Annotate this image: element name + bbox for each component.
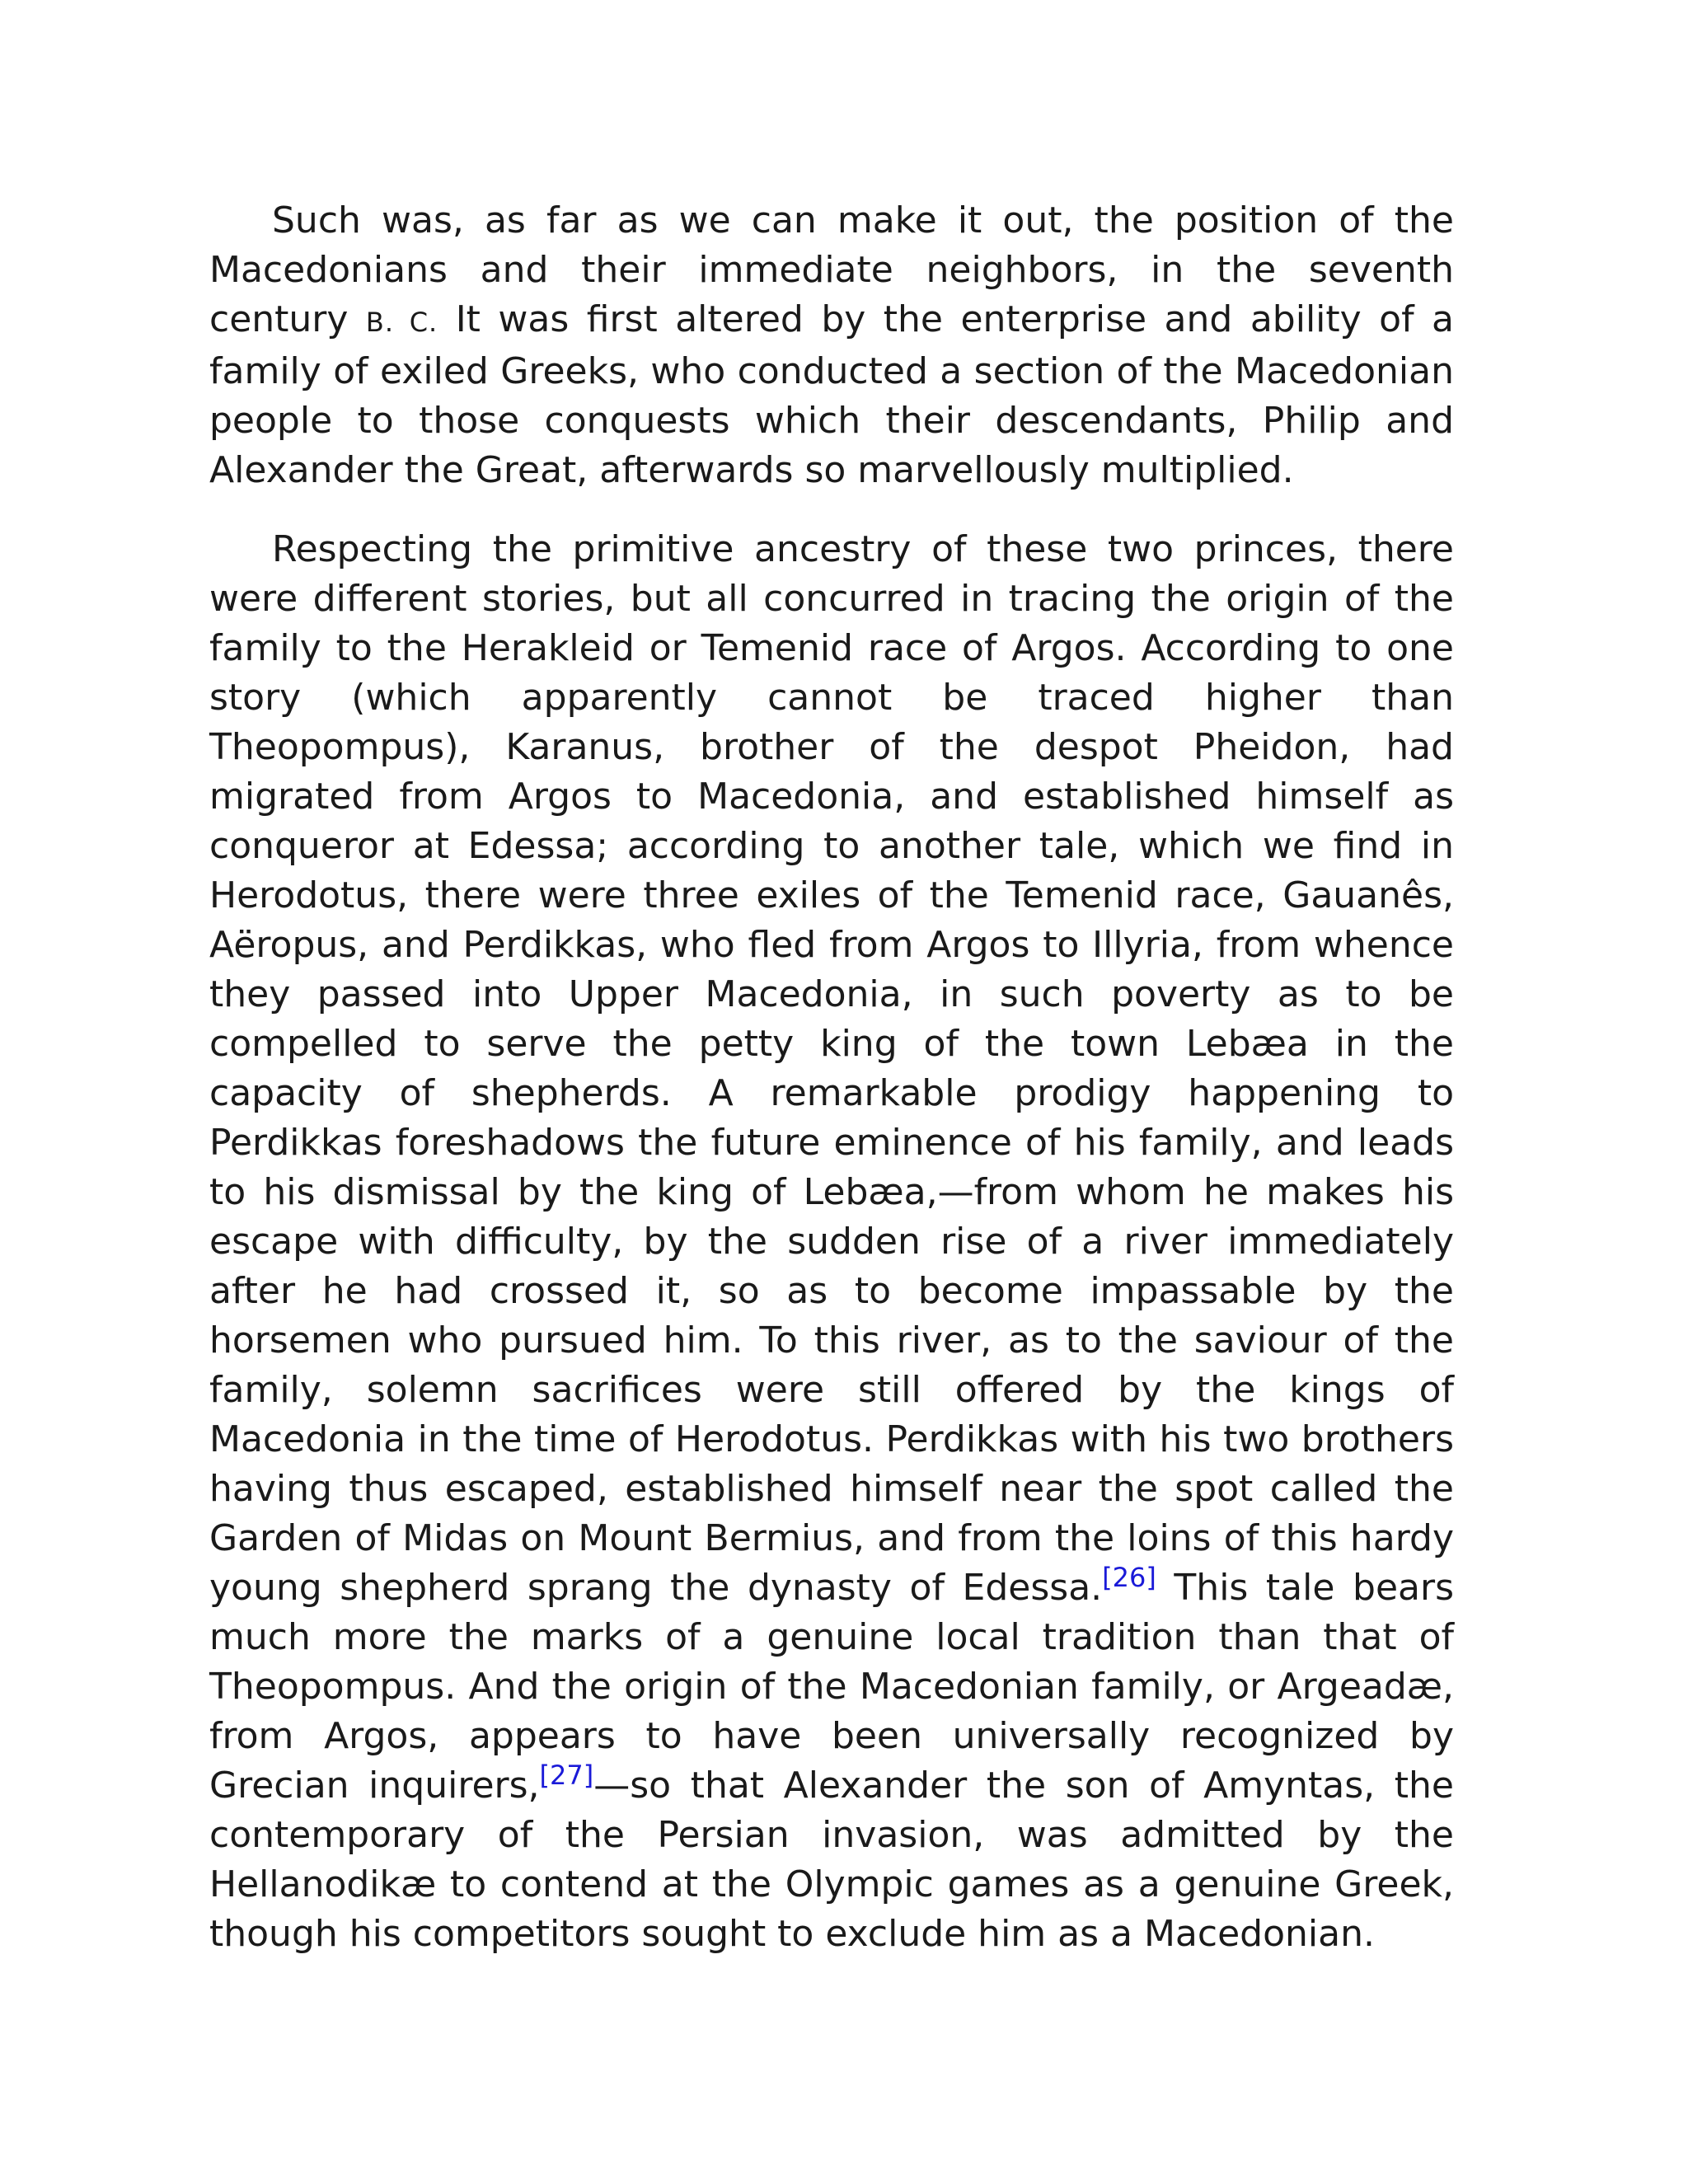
paragraph-2-text-a: Respecting the primitive ancestry of these two princes, there were different stories, but all concurred in tracing the origin of the family to the Herakleid or Temenid race of Argos. According to one story (which apparently cannot be traced higher than Theopompus), Karanus, brother of the despot Pheidon, had migrated from Argos to Macedonia, and established himself as conqueror at Edessa; according to another tale, which we find in Herodotus, there were three exiles of the Temenid race, Gauanês, Aëropus, and Perdikkas, who fled from Argos to Illyria, from whence they passed into Upper Macedonia, in such poverty as to be compelled to serve the petty king of the town Lebæa in the capacity of shepherds. A remarkable prodigy happening to Perdikkas foreshadows the future eminence of his family, and leads to his dismissal by the king of Lebæa,—from whom he makes his escape with difficulty, by the sudden rise of a river immediately after he had crossed it, so as to become impassable by the horsemen who pursued him. To this river, as to the saviour of the family, solemn sacrifices were still offered by the kings of Macedonia in the time of Herodotus. Perdikkas with his two brothers having thus escaped, established himself near the spot called the Garden of Midas on Mount Bermius, and from the loins of this hardy young shepherd sprang the dynasty of Edessa. xyxy=(209,528,1454,1609)
paragraph-2-text-c: —so that Alexander the son of Amyntas, the contemporary of the Persian invasion, was admitted by the Hellanodikæ to contend at the Olympic games as a genuine Greek, though his competitors sought to exclude him as a Macedonian. xyxy=(209,1765,1454,1955)
document-page xyxy=(209,196,1454,1959)
paragraph-1-text-a: Such was, as far as we can make it out, the position of the Macedonians and their immediate neighbors, in the seventh century xyxy=(209,199,1454,340)
paragraph-1 xyxy=(209,196,1454,495)
era-abbreviation: B. C. xyxy=(365,307,438,338)
paragraph-1-text-b: It was first altered by the enterprise and ability of a family of exiled Greeks, who conducted a section of the Macedonian people to those conquests which their descendants, Philip and Alexander the Great, afterwards so marvellously multiplied. xyxy=(209,298,1455,491)
footnote-link-26[interactable]: [26] xyxy=(1102,1562,1156,1593)
footnote-link-27[interactable]: [27] xyxy=(539,1760,594,1791)
paragraph-2 xyxy=(209,525,1454,1959)
paragraph-2-text-b: This tale bears much more the marks of a genuine local tradition than that of Theopompus. And the origin of the Macedonian family, or Argeadæ, from Argos, appears to have been universally recognized by Grecian inquirers, xyxy=(209,1567,1454,1807)
